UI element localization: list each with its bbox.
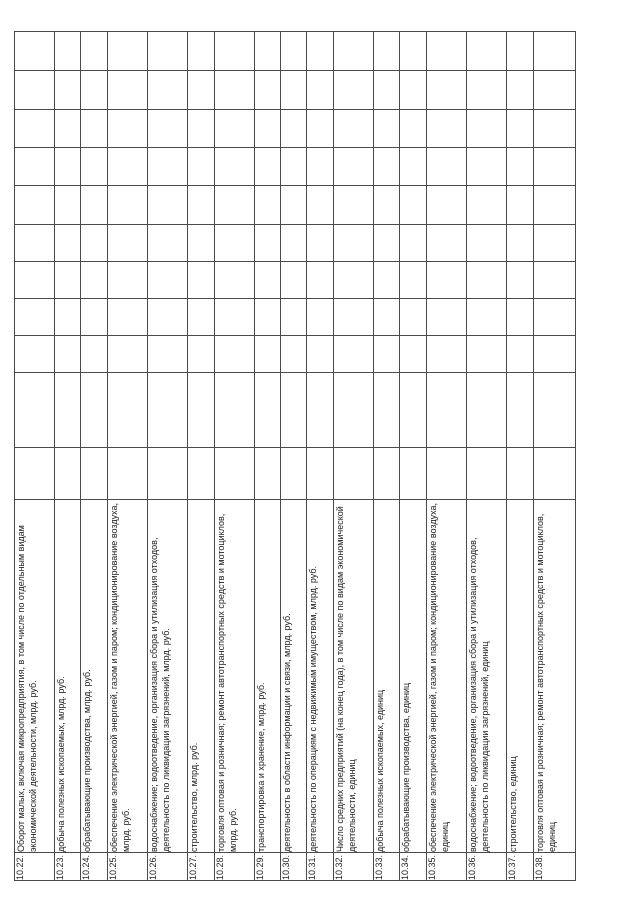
empty-cell bbox=[467, 224, 507, 261]
empty-cell bbox=[108, 224, 148, 261]
empty-cell bbox=[108, 186, 148, 224]
empty-cell bbox=[373, 109, 400, 147]
empty-cell bbox=[254, 109, 280, 147]
empty-cell bbox=[280, 261, 307, 298]
empty-cell bbox=[467, 32, 507, 71]
empty-cell bbox=[108, 148, 148, 186]
empty-cell bbox=[427, 148, 467, 186]
table-row bbox=[148, 32, 188, 881]
empty-cell bbox=[333, 261, 373, 298]
empty-cell bbox=[280, 299, 307, 336]
row-label: торговля оптовая и розничная; ремонт автотранспортных средств и мотоциклов, млрд. руб. bbox=[214, 500, 254, 853]
empty-cell bbox=[188, 448, 215, 500]
row-label: строительство, единиц bbox=[507, 500, 534, 853]
empty-cell bbox=[108, 32, 148, 71]
empty-cell bbox=[214, 224, 254, 261]
empty-cell bbox=[280, 224, 307, 261]
empty-cell bbox=[148, 372, 188, 448]
empty-cell bbox=[307, 186, 334, 224]
empty-cell bbox=[400, 32, 427, 71]
empty-cell bbox=[427, 336, 467, 372]
empty-cell bbox=[280, 32, 307, 71]
empty-cell bbox=[307, 336, 334, 372]
row-label: деятельность по операциям с недвижимым имуществом, млрд. руб. bbox=[307, 500, 334, 853]
empty-cell bbox=[400, 71, 427, 109]
empty-cell bbox=[54, 299, 80, 336]
empty-cell bbox=[148, 109, 188, 147]
row-label: Оборот малых, включая микропредприятия, в том числе по отдельным видам экономической деятельности, млрд. руб. bbox=[15, 500, 55, 853]
empty-cell bbox=[80, 148, 108, 186]
row-label: транспортировка и хранение, млрд. руб. bbox=[254, 500, 280, 853]
empty-cell bbox=[254, 299, 280, 336]
empty-cell bbox=[108, 336, 148, 372]
empty-cell bbox=[400, 224, 427, 261]
row-label: строительство, млрд. руб. bbox=[188, 500, 215, 853]
empty-cell bbox=[507, 148, 534, 186]
empty-cell bbox=[307, 109, 334, 147]
empty-cell bbox=[307, 224, 334, 261]
empty-cell bbox=[80, 32, 108, 71]
empty-cell bbox=[373, 148, 400, 186]
empty-cell bbox=[507, 32, 534, 71]
empty-cell bbox=[507, 261, 534, 298]
table-row bbox=[108, 32, 148, 881]
empty-cell bbox=[188, 299, 215, 336]
empty-cell bbox=[373, 448, 400, 500]
empty-cell bbox=[15, 336, 55, 372]
empty-cell bbox=[333, 32, 373, 71]
empty-cell bbox=[188, 71, 215, 109]
table-row bbox=[54, 32, 80, 881]
empty-cell bbox=[467, 448, 507, 500]
empty-cell bbox=[188, 372, 215, 448]
empty-cell bbox=[373, 186, 400, 224]
empty-cell bbox=[427, 372, 467, 448]
row-label: добыча полезных ископаемых, единиц bbox=[373, 500, 400, 853]
empty-cell bbox=[533, 299, 575, 336]
empty-cell bbox=[254, 32, 280, 71]
empty-cell bbox=[467, 372, 507, 448]
empty-cell bbox=[80, 224, 108, 261]
empty-cell bbox=[214, 148, 254, 186]
empty-cell bbox=[307, 71, 334, 109]
empty-cell bbox=[373, 372, 400, 448]
empty-cell bbox=[507, 109, 534, 147]
empty-cell bbox=[108, 299, 148, 336]
empty-cell bbox=[307, 448, 334, 500]
empty-cell bbox=[15, 299, 55, 336]
empty-cell bbox=[214, 109, 254, 147]
empty-cell bbox=[254, 186, 280, 224]
empty-cell bbox=[427, 448, 467, 500]
empty-cell bbox=[15, 109, 55, 147]
empty-cell bbox=[80, 336, 108, 372]
empty-cell bbox=[148, 336, 188, 372]
row-number: 10.38. bbox=[533, 853, 575, 881]
table-row bbox=[15, 32, 55, 881]
empty-cell bbox=[533, 372, 575, 448]
empty-cell bbox=[54, 71, 80, 109]
row-label: водоснабжение; водоотведение, организация сбора и утилизация отходов, деятельность по ликвидации загрязнений, единиц bbox=[467, 500, 507, 853]
empty-cell bbox=[54, 448, 80, 500]
empty-cell bbox=[214, 32, 254, 71]
empty-cell bbox=[254, 71, 280, 109]
row-label: обеспечение электрической энергией, газом и паром; кондиционирование воздуха, млрд. руб. bbox=[108, 500, 148, 853]
empty-cell bbox=[54, 32, 80, 71]
row-label: деятельность в области информации и связи, млрд. руб. bbox=[280, 500, 307, 853]
row-label: водоснабжение; водоотведение, организация сбора и утилизация отходов, деятельность по ликвидации загрязнений, млрд. руб. bbox=[148, 500, 188, 853]
empty-cell bbox=[80, 372, 108, 448]
row-label: обрабатывающие производства, млрд. руб. bbox=[80, 500, 108, 853]
empty-cell bbox=[188, 32, 215, 71]
empty-cell bbox=[214, 299, 254, 336]
empty-cell bbox=[427, 299, 467, 336]
row-number: 10.31. bbox=[307, 853, 334, 881]
table-row bbox=[333, 32, 373, 881]
empty-cell bbox=[507, 336, 534, 372]
empty-cell bbox=[108, 71, 148, 109]
empty-cell bbox=[533, 448, 575, 500]
empty-cell bbox=[507, 372, 534, 448]
empty-cell bbox=[533, 71, 575, 109]
row-number: 10.28. bbox=[214, 853, 254, 881]
table-row bbox=[467, 32, 507, 881]
table-row bbox=[254, 32, 280, 881]
empty-cell bbox=[427, 186, 467, 224]
empty-cell bbox=[15, 186, 55, 224]
empty-cell bbox=[280, 336, 307, 372]
empty-cell bbox=[427, 224, 467, 261]
empty-cell bbox=[214, 186, 254, 224]
empty-cell bbox=[214, 448, 254, 500]
empty-cell bbox=[373, 224, 400, 261]
empty-cell bbox=[467, 148, 507, 186]
empty-cell bbox=[254, 261, 280, 298]
empty-cell bbox=[467, 299, 507, 336]
empty-cell bbox=[400, 186, 427, 224]
empty-cell bbox=[307, 261, 334, 298]
empty-cell bbox=[427, 109, 467, 147]
empty-cell bbox=[307, 32, 334, 71]
empty-cell bbox=[333, 71, 373, 109]
empty-cell bbox=[533, 109, 575, 147]
row-number: 10.27. bbox=[188, 853, 215, 881]
empty-cell bbox=[280, 71, 307, 109]
row-number: 10.37. bbox=[507, 853, 534, 881]
empty-cell bbox=[427, 32, 467, 71]
empty-cell bbox=[533, 186, 575, 224]
empty-cell bbox=[148, 32, 188, 71]
row-label: Число средних предприятий (на конец года), в том числе по видам экономической деятельности, единиц bbox=[333, 500, 373, 853]
table-row bbox=[188, 32, 215, 881]
empty-cell bbox=[280, 372, 307, 448]
empty-cell bbox=[333, 336, 373, 372]
rotated-table-wrapper bbox=[14, 31, 576, 881]
empty-cell bbox=[54, 224, 80, 261]
empty-cell bbox=[254, 372, 280, 448]
empty-cell bbox=[214, 261, 254, 298]
empty-cell bbox=[467, 186, 507, 224]
empty-cell bbox=[333, 372, 373, 448]
row-number: 10.29. bbox=[254, 853, 280, 881]
empty-cell bbox=[307, 299, 334, 336]
empty-cell bbox=[333, 148, 373, 186]
empty-cell bbox=[333, 186, 373, 224]
empty-cell bbox=[400, 261, 427, 298]
table-row bbox=[80, 32, 108, 881]
row-number: 10.36. bbox=[467, 853, 507, 881]
indicators-table bbox=[14, 31, 576, 881]
empty-cell bbox=[400, 448, 427, 500]
empty-cell bbox=[427, 261, 467, 298]
row-number: 10.34. bbox=[400, 853, 427, 881]
empty-cell bbox=[333, 109, 373, 147]
empty-cell bbox=[188, 261, 215, 298]
empty-cell bbox=[373, 336, 400, 372]
row-label: торговля оптовая и розничная; ремонт автотранспортных средств и мотоциклов, единиц bbox=[533, 500, 575, 853]
empty-cell bbox=[467, 109, 507, 147]
empty-cell bbox=[400, 336, 427, 372]
empty-cell bbox=[373, 261, 400, 298]
empty-cell bbox=[254, 224, 280, 261]
table-row bbox=[533, 32, 575, 881]
row-number: 10.22. bbox=[15, 853, 55, 881]
empty-cell bbox=[373, 71, 400, 109]
empty-cell bbox=[148, 224, 188, 261]
table-row bbox=[307, 32, 334, 881]
empty-cell bbox=[15, 224, 55, 261]
empty-cell bbox=[148, 261, 188, 298]
empty-cell bbox=[188, 224, 215, 261]
empty-cell bbox=[54, 109, 80, 147]
empty-cell bbox=[254, 336, 280, 372]
empty-cell bbox=[15, 32, 55, 71]
empty-cell bbox=[214, 71, 254, 109]
row-number: 10.23. bbox=[54, 853, 80, 881]
empty-cell bbox=[188, 148, 215, 186]
table-row bbox=[280, 32, 307, 881]
table-row bbox=[507, 32, 534, 881]
row-number: 10.33. bbox=[373, 853, 400, 881]
empty-cell bbox=[507, 224, 534, 261]
row-label: добыча полезных ископаемых, млрд. руб. bbox=[54, 500, 80, 853]
empty-cell bbox=[373, 299, 400, 336]
empty-cell bbox=[188, 186, 215, 224]
empty-cell bbox=[54, 148, 80, 186]
empty-cell bbox=[108, 372, 148, 448]
empty-cell bbox=[148, 186, 188, 224]
row-number: 10.30. bbox=[280, 853, 307, 881]
empty-cell bbox=[254, 448, 280, 500]
table-row bbox=[214, 32, 254, 881]
empty-cell bbox=[148, 148, 188, 186]
empty-cell bbox=[427, 71, 467, 109]
empty-cell bbox=[148, 71, 188, 109]
empty-cell bbox=[533, 336, 575, 372]
table-row bbox=[373, 32, 400, 881]
empty-cell bbox=[307, 148, 334, 186]
empty-cell bbox=[333, 448, 373, 500]
empty-cell bbox=[15, 261, 55, 298]
empty-cell bbox=[15, 148, 55, 186]
empty-cell bbox=[400, 372, 427, 448]
empty-cell bbox=[467, 336, 507, 372]
row-number: 10.35. bbox=[427, 853, 467, 881]
row-number: 10.32. bbox=[333, 853, 373, 881]
empty-cell bbox=[400, 299, 427, 336]
empty-cell bbox=[80, 261, 108, 298]
empty-cell bbox=[108, 261, 148, 298]
empty-cell bbox=[54, 372, 80, 448]
empty-cell bbox=[400, 148, 427, 186]
empty-cell bbox=[507, 448, 534, 500]
empty-cell bbox=[148, 448, 188, 500]
empty-cell bbox=[108, 448, 148, 500]
empty-cell bbox=[80, 299, 108, 336]
empty-cell bbox=[188, 336, 215, 372]
empty-cell bbox=[507, 186, 534, 224]
empty-cell bbox=[280, 148, 307, 186]
row-label: обеспечение электрической энергией, газом и паром; кондиционирование воздуха, единиц bbox=[427, 500, 467, 853]
empty-cell bbox=[333, 224, 373, 261]
row-number: 10.24. bbox=[80, 853, 108, 881]
empty-cell bbox=[214, 372, 254, 448]
empty-cell bbox=[214, 336, 254, 372]
empty-cell bbox=[507, 71, 534, 109]
empty-cell bbox=[533, 148, 575, 186]
table-row bbox=[400, 32, 427, 881]
empty-cell bbox=[254, 148, 280, 186]
empty-cell bbox=[15, 448, 55, 500]
empty-cell bbox=[15, 71, 55, 109]
empty-cell bbox=[80, 109, 108, 147]
empty-cell bbox=[307, 372, 334, 448]
empty-cell bbox=[188, 109, 215, 147]
empty-cell bbox=[108, 109, 148, 147]
empty-cell bbox=[400, 109, 427, 147]
empty-cell bbox=[80, 448, 108, 500]
row-label: обрабатывающие производства, единиц bbox=[400, 500, 427, 853]
empty-cell bbox=[54, 336, 80, 372]
empty-cell bbox=[54, 186, 80, 224]
empty-cell bbox=[507, 299, 534, 336]
empty-cell bbox=[280, 109, 307, 147]
empty-cell bbox=[533, 261, 575, 298]
empty-cell bbox=[280, 448, 307, 500]
empty-cell bbox=[80, 186, 108, 224]
empty-cell bbox=[148, 299, 188, 336]
empty-cell bbox=[333, 299, 373, 336]
empty-cell bbox=[80, 71, 108, 109]
table-row bbox=[427, 32, 467, 881]
empty-cell bbox=[54, 261, 80, 298]
empty-cell bbox=[467, 261, 507, 298]
empty-cell bbox=[15, 372, 55, 448]
empty-cell bbox=[533, 32, 575, 71]
empty-cell bbox=[280, 186, 307, 224]
empty-cell bbox=[373, 32, 400, 71]
empty-cell bbox=[533, 224, 575, 261]
empty-cell bbox=[467, 71, 507, 109]
row-number: 10.25. bbox=[108, 853, 148, 881]
row-number: 10.26. bbox=[148, 853, 188, 881]
